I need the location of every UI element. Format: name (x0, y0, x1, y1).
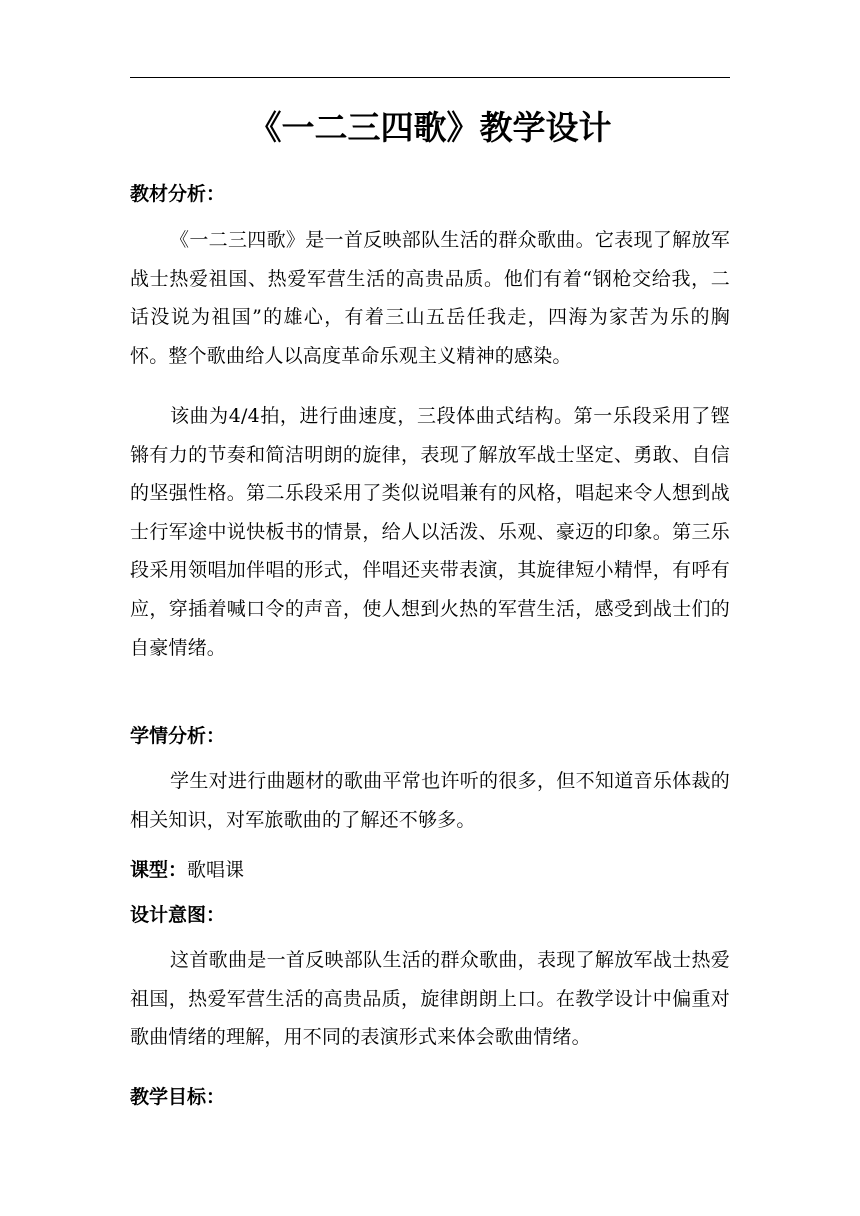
header-rule (130, 77, 730, 78)
heading-student-analysis: 学情分析： (130, 725, 226, 747)
heading-teaching-objectives: 教学目标： (130, 1086, 226, 1108)
heading-lesson-type: 课型： (130, 859, 188, 881)
heading-design-intent: 设计意图： (130, 904, 226, 926)
lesson-type-value: 歌唱课 (187, 859, 245, 881)
paragraph-material-2: 该曲为4/4拍，进行曲速度，三段体曲式结构。第一乐段采用了铿锵有力的节奏和简洁明朗的旋律，表现了解放军战士坚定、勇敢、自信的坚强性格。第二乐段采用了类似说唱兼有的风格，唱起来令人想到战士行军途中说快板书的情景，给人以活泼、乐观、豪迈的印象。第三乐段采用领唱加伴唱的形式，伴唱还夹带表演，其旋律短小精悍，有呼有应，穿插着喊口令的声音，使人想到火热的军营生活，感受到战士们的自豪情绪。 (130, 405, 730, 659)
lesson-type-line (130, 857, 244, 883)
paragraph-design-intent: 这首歌曲是一首反映部队生活的群众歌曲，表现了解放军战士热爱祖国，热爱军营生活的高贵品质，旋律朗朗上口。在教学设计中偏重对歌曲情绪的理解，用不同的表演形式来体会歌曲情绪。 (130, 949, 730, 1049)
heading-material-analysis: 教材分析： (130, 183, 226, 205)
document-title: 《一二三四歌》教学设计 (248, 108, 612, 147)
paragraph-student-analysis: 学生对进行曲题材的歌曲平常也许听的很多，但不知道音乐体裁的相关知识，对军旅歌曲的了解还不够多。 (130, 770, 730, 831)
paragraph-material-1: 《一二三四歌》是一首反映部队生活的群众歌曲。它表现了解放军战士热爱祖国、热爱军营生活的高贵品质。他们有着“钢枪交给我，二话没说为祖国”的雄心，有着三山五岳任我走，四海为家苦为乐的胸怀。整个歌曲给人以高度革命乐观主义精神的感染。 (130, 229, 730, 367)
